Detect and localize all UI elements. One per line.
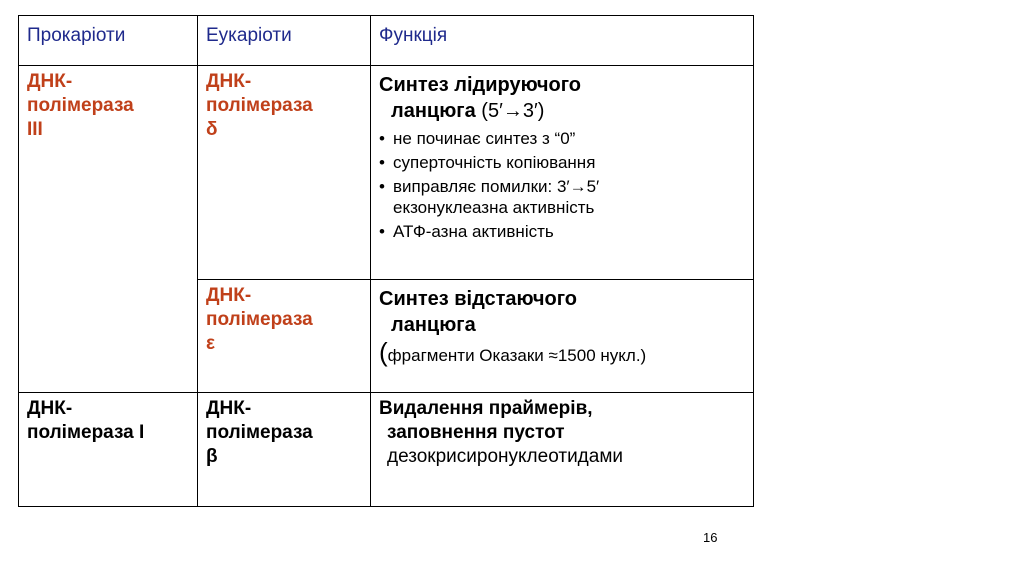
- title-text: ланцюга: [391, 100, 482, 122]
- page-number: 16: [703, 530, 718, 545]
- bullet-icon: •: [379, 129, 385, 148]
- cell-line: ІІІ: [27, 119, 43, 140]
- list-item: [379, 152, 745, 173]
- bullet-text: виправляє помилки: 3′→5′: [393, 177, 600, 196]
- eukaryote-cell-delta: [198, 66, 371, 280]
- cell-line: полімераза: [27, 95, 134, 116]
- cell-line: β: [206, 446, 218, 467]
- cell-line: полімераза І: [27, 422, 145, 443]
- eukaryote-cell-beta: [198, 393, 371, 507]
- list-item: [379, 221, 745, 242]
- paren: (: [379, 337, 388, 367]
- bullet-text: суперточність копіювання: [393, 153, 596, 172]
- function-cell-primer-removal: [371, 393, 754, 507]
- function-cell-leading: [371, 66, 754, 280]
- cell-line: полімераза: [206, 309, 313, 330]
- cell-line: полімераза: [206, 422, 313, 443]
- function-line: Видалення праймерів,: [379, 398, 593, 419]
- prokaryote-cell-pol1: [19, 393, 198, 507]
- bullet-text: АТФ-азна активність: [393, 222, 554, 241]
- title-line-2: [379, 98, 745, 124]
- title-line-2: ланцюга: [391, 314, 476, 336]
- table-row: [19, 66, 754, 280]
- bullet-icon: •: [379, 153, 385, 172]
- function-line-plain: дезокрисиронуклеотидами: [387, 446, 624, 467]
- list-item: [379, 176, 745, 218]
- dna-polymerase-table: [18, 15, 754, 507]
- header-function: Функція: [371, 16, 754, 66]
- bullet-icon: •: [379, 222, 385, 241]
- list-item: [379, 128, 745, 149]
- eukaryote-cell-epsilon: [198, 280, 371, 393]
- header-prokaryotes: Прокаріоти: [19, 16, 198, 66]
- header-eukaryotes: Еукаріоти: [198, 16, 371, 66]
- okazaki-text: фрагменти Оказаки ≈1500 нукл.): [387, 346, 647, 365]
- cell-line: ДНК-: [206, 398, 252, 419]
- function-line: заповнення пустот: [387, 422, 565, 443]
- cell-line: полімераза: [206, 95, 313, 116]
- cell-line: ДНК-: [27, 71, 73, 92]
- header-row: [19, 16, 754, 66]
- cell-line: ε: [206, 333, 216, 354]
- cell-line: ДНК-: [206, 285, 252, 306]
- title-line: Синтез відстаючого: [379, 288, 577, 310]
- bullet-text: не починає синтез з “0”: [393, 129, 576, 148]
- okazaki-note: [379, 337, 745, 368]
- title-line: Синтез лідируючого: [379, 74, 581, 96]
- prokaryote-cell-pol3: [19, 66, 198, 393]
- bullet-text-continued: екзонуклеазна активність: [393, 198, 595, 217]
- cell-line: ДНК-: [27, 398, 73, 419]
- function-bullet-list: [379, 128, 745, 242]
- function-cell-lagging: [371, 280, 754, 393]
- cell-line: ДНК-: [206, 71, 252, 92]
- function-title: [379, 286, 745, 338]
- bullet-icon: •: [379, 177, 385, 196]
- direction-text: (5′→3′): [481, 100, 545, 122]
- cell-line: δ: [206, 119, 218, 140]
- table-row: [19, 393, 754, 507]
- function-title: [379, 72, 745, 124]
